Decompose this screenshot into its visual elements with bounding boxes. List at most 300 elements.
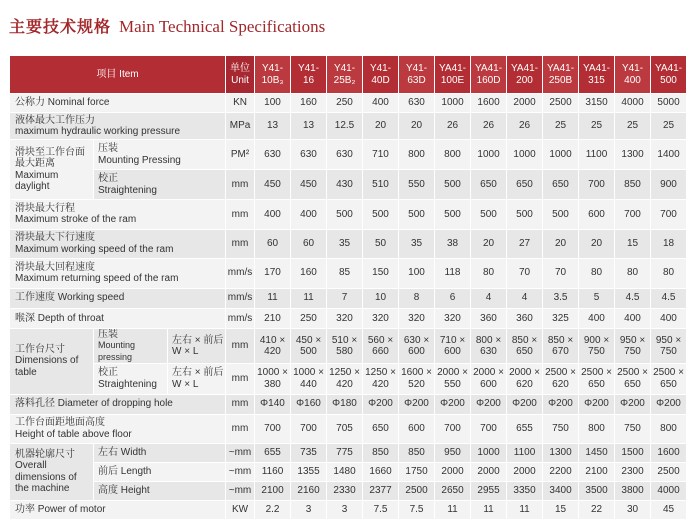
value-cell [399,328,435,364]
label-en: Maximum stroke of the ram [15,214,137,226]
value-cell: 2500 [651,462,687,481]
value-line: 420 [336,378,353,390]
row-label [10,200,226,229]
value-cell: 600 [579,200,615,229]
value-line: 2500 × [617,367,648,379]
value-cell: 700 [579,170,615,200]
value-line: 2500 × [581,367,612,379]
value-cell [327,328,363,364]
unit-cell: MPa [226,113,255,140]
value-cell: 1300 [615,140,651,170]
value-cell: 25 [579,113,615,140]
value-line: 2000 × [509,367,540,379]
value-cell: 3350 [507,481,543,500]
value-cell: 13 [291,113,327,140]
value-cell: Φ140 [255,394,291,414]
value-cell: Φ200 [471,394,507,414]
value-cell: 2000 [507,462,543,481]
label-en: Overall dimensions of the machine [15,460,77,495]
value-line: 520 [408,378,425,390]
row-table-mounting [10,328,687,364]
model-header [363,56,399,94]
value-cell: 1100 [579,140,615,170]
value-cell: 750 [615,414,651,443]
value-cell: 500 [507,200,543,229]
value-cell: 650 [507,170,543,200]
row-label [10,414,226,443]
value-cell: 3150 [579,94,615,113]
value-cell: 1300 [543,443,579,462]
label-en: Maximum daylight [15,169,59,193]
sub-label-cn: 压装 [98,328,118,340]
value-cell: 22 [579,500,615,519]
model-number: 400 [624,74,641,86]
value-cell: 30 [615,500,651,519]
sub-label-cn: 压装 [98,143,118,155]
value-cell [615,364,651,394]
model-series: Y41- [405,63,428,75]
model-header [291,56,327,94]
value-line: 950 × [619,334,646,346]
value-cell: 3 [327,500,363,519]
value-cell: 550 [399,170,435,200]
value-line: 2000 × [473,367,504,379]
model-series: YA41- [438,63,467,75]
label-cn: 机器轮廓尺寸 [15,448,75,460]
value-cell [543,364,579,394]
value-cell: 1500 [615,443,651,462]
value-cell: 630 [291,140,327,170]
value-cell: 850 [399,443,435,462]
value-cell: 35 [327,229,363,258]
value-cell: 4 [507,288,543,308]
value-cell: 25 [615,113,651,140]
value-cell: 2200 [543,462,579,481]
unit-cell: mm [226,200,255,229]
value-cell: 775 [327,443,363,462]
sub-label-en: Straightening [98,378,157,390]
value-line: 900 × [583,334,610,346]
value-cell: 2650 [435,481,471,500]
value-line: 580 [336,346,353,358]
value-cell: 325 [543,308,579,328]
row-motor-power [10,500,687,519]
value-cell: 630 [255,140,291,170]
value-cell: 1100 [507,443,543,462]
value-line: 410 × [259,334,286,346]
value-cell: 700 [291,414,327,443]
value-cell: 2500 [543,94,579,113]
value-line: 800 × [475,334,502,346]
label-cn: 工作台面距地面高度 [15,417,105,429]
value-line: 850 × [511,334,538,346]
value-cell: 160 [291,94,327,113]
unit-cell: KW [226,500,255,519]
value-cell: 100 [255,94,291,113]
value-cell [399,364,435,394]
value-line: 1000 × [293,367,324,379]
value-line: 2500 × [545,367,576,379]
value-cell: 11 [471,500,507,519]
value-line: 2000 × [437,367,468,379]
value-cell [615,328,651,364]
value-cell: 25 [543,113,579,140]
value-line: 650 [516,346,533,358]
value-cell: 7.5 [363,500,399,519]
value-cell: 500 [327,200,363,229]
direction-label: 左右 × 前后 W × L [168,328,226,364]
value-cell [291,364,327,394]
value-cell: 15 [543,500,579,519]
row-label: 公称力 Nominal force [10,94,226,113]
model-number: 63D [407,74,426,86]
value-cell: 20 [399,113,435,140]
value-cell: 1000 [435,94,471,113]
unit-header-en: Unit [231,74,249,86]
value-cell: 15 [615,229,651,258]
value-cell: 1750 [399,462,435,481]
value-cell: 500 [399,200,435,229]
value-cell: 450 [291,170,327,200]
value-cell: 800 [435,140,471,170]
unit-cell: mm [226,414,255,443]
value-line: 750 [588,346,605,358]
sub-label-cn: 校正 [98,367,118,379]
value-cell: 118 [435,258,471,288]
model-number: 315 [588,74,605,86]
value-cell: 1000 [507,140,543,170]
value-cell: 800 [579,414,615,443]
unit-cell: ~mm [226,462,255,481]
value-cell: 320 [327,308,363,328]
unit-cell: PM² [226,140,255,170]
title-en: Main Technical Specifications [119,17,326,36]
value-cell: 3500 [579,481,615,500]
value-line: 600 [480,378,497,390]
row-stroke [10,200,687,229]
label-cn: 滑块至工作台面最大距离 [15,146,85,170]
value-cell: 3.5 [543,288,579,308]
value-cell: 11 [507,500,543,519]
row-label [10,113,226,140]
value-cell: 85 [327,258,363,288]
model-header [615,56,651,94]
value-line: 1000 × [257,367,288,379]
model-header [507,56,543,94]
table-header-row [10,56,687,94]
value-cell [363,364,399,394]
value-cell: 10 [363,288,399,308]
sub-label: 前后 Length [94,462,226,481]
value-cell: 650 [363,414,399,443]
value-cell [435,364,471,394]
value-cell [363,328,399,364]
row-label: 喉深 Depth of throat [10,308,226,328]
value-line: 510 × [331,334,358,346]
value-cell: 25 [651,113,687,140]
label-en: Maximum returning speed of the ram [15,273,179,285]
value-cell: 70 [507,258,543,288]
value-cell: Φ160 [291,394,327,414]
value-cell: 360 [507,308,543,328]
label-cn: 滑块最大行程 [15,202,75,214]
value-cell: 7 [327,288,363,308]
value-cell: 710 [363,140,399,170]
value-cell [507,364,543,394]
value-cell: 500 [471,200,507,229]
value-line: 440 [300,378,317,390]
value-cell: Φ200 [543,394,579,414]
value-cell: 4000 [651,481,687,500]
value-cell: 510 [363,170,399,200]
row-table-straightening [10,364,687,394]
value-cell: 850 [615,170,651,200]
value-cell: 1600 [651,443,687,462]
value-cell: 4.5 [651,288,687,308]
value-cell: 2330 [327,481,363,500]
sub-label-en: Mounting pressing [98,340,136,362]
value-cell: 400 [579,308,615,328]
model-series: Y41- [261,63,284,75]
value-cell: 250 [291,308,327,328]
value-cell: 11 [291,288,327,308]
value-cell: 2100 [255,481,291,500]
value-cell [327,364,363,394]
model-number: 160D [476,74,501,86]
value-cell: 2000 [435,462,471,481]
value-cell: 2000 [507,94,543,113]
value-cell [435,328,471,364]
value-cell: 11 [435,500,471,519]
value-cell: 18 [651,229,687,258]
value-cell: 80 [651,258,687,288]
row-overall-width [10,443,687,462]
value-cell: 26 [507,113,543,140]
unit-cell: mm [226,328,255,364]
value-cell: 2100 [579,462,615,481]
value-cell: 2160 [291,481,327,500]
unit-cell: mm/s [226,258,255,288]
sub-label [94,170,226,200]
value-line: 650 [624,378,641,390]
value-cell: 4.5 [615,288,651,308]
model-header [399,56,435,94]
value-line: 630 [480,346,497,358]
value-line: 420 [264,346,281,358]
model-series: Y41- [369,63,392,75]
sub-label [94,328,168,364]
value-cell: 360 [471,308,507,328]
value-cell: 500 [543,200,579,229]
row-hydraulic-pressure [10,113,687,140]
value-cell: 80 [471,258,507,288]
label-en: Maximum working speed of the ram [15,243,174,255]
row-label [10,229,226,258]
value-cell: 7.5 [399,500,435,519]
row-label [10,443,94,500]
value-cell: 1660 [363,462,399,481]
value-line: 1600 × [401,367,432,379]
value-cell: 80 [579,258,615,288]
value-cell [543,328,579,364]
row-label [10,140,94,200]
model-series: Y41- [297,63,320,75]
value-cell: 3800 [615,481,651,500]
unit-header-cn: 单位 [230,63,251,75]
value-cell: 750 [543,414,579,443]
value-cell: 38 [435,229,471,258]
value-cell: 20 [471,229,507,258]
row-table-height [10,414,687,443]
value-cell: 655 [507,414,543,443]
value-cell: 1000 [543,140,579,170]
value-cell: 60 [255,229,291,258]
value-cell: 4000 [615,94,651,113]
label-en: Dimensions of table [15,355,79,378]
unit-cell: mm/s [226,288,255,308]
value-cell: Φ200 [579,394,615,414]
value-cell: Φ200 [363,394,399,414]
value-cell: Φ180 [327,394,363,414]
value-cell: 1450 [579,443,615,462]
value-cell: 735 [291,443,327,462]
model-number: 40D [371,74,390,86]
model-header [255,56,291,94]
model-series: YA41- [510,63,539,75]
value-line: 380 [264,378,281,390]
model-header [543,56,579,94]
direction-label: 左右 × 前后 W × L [168,364,226,394]
value-cell [255,364,291,394]
sub-label: 左右 Width [94,443,226,462]
value-cell: 1480 [327,462,363,481]
value-cell: 12.5 [327,113,363,140]
model-header [651,56,687,94]
value-line: 1250 × [365,367,396,379]
value-cell: 210 [255,308,291,328]
value-cell: 5 [579,288,615,308]
value-cell: 1000 [471,140,507,170]
unit-cell: mm [226,170,255,200]
value-cell: 60 [291,229,327,258]
value-cell: 1160 [255,462,291,481]
model-number: 16 [302,74,315,86]
model-series: YA41- [582,63,611,75]
value-cell: 45 [651,500,687,519]
value-cell: 150 [363,258,399,288]
unit-cell: mm/s [226,308,255,328]
item-header: 项目 Item [10,56,226,94]
value-cell [255,328,291,364]
value-line: 670 [552,346,569,358]
value-cell: 400 [363,94,399,113]
value-cell [507,328,543,364]
value-line: 750 [660,346,677,358]
sub-label [94,364,168,394]
sub-label [94,140,226,170]
value-cell: 3 [291,500,327,519]
value-line: 620 [516,378,533,390]
model-number: 10B₃ [261,74,284,86]
unit-header [226,56,255,94]
value-cell: 4 [471,288,507,308]
value-cell: 320 [363,308,399,328]
value-line: 650 [588,378,605,390]
model-series: YA41- [474,63,503,75]
value-cell: 70 [543,258,579,288]
value-cell: 2377 [363,481,399,500]
sub-label-cn: 校正 [98,173,118,185]
value-line: 450 × [295,334,322,346]
value-cell [471,364,507,394]
row-label [10,328,94,394]
model-number: 500 [660,74,677,86]
value-cell: 400 [651,308,687,328]
value-cell: 1600 [471,94,507,113]
value-cell: 2500 [399,481,435,500]
unit-cell: ~mm [226,443,255,462]
label-cn: 滑块最大回程速度 [15,261,95,273]
value-cell: 2300 [615,462,651,481]
unit-cell: mm [226,229,255,258]
value-line: 710 × [439,334,466,346]
value-cell: 705 [327,414,363,443]
value-cell: Φ200 [507,394,543,414]
value-cell: 2955 [471,481,507,500]
model-header [471,56,507,94]
label-cn: 工作台尺寸 [15,343,65,355]
value-line: 600 [444,346,461,358]
value-cell: 900 [651,170,687,200]
value-line: 550 [444,378,461,390]
value-line: 660 [372,346,389,358]
value-cell: 450 [255,170,291,200]
value-cell: 500 [435,170,471,200]
spec-table [9,55,687,520]
value-cell [651,328,687,364]
value-line: 2500 × [653,367,684,379]
unit-cell: KN [226,94,255,113]
unit-cell: mm [226,364,255,394]
value-cell [651,364,687,394]
value-cell: 6 [435,288,471,308]
value-line: 500 [300,346,317,358]
value-cell: 600 [399,414,435,443]
value-cell: 700 [651,200,687,229]
value-cell: 26 [471,113,507,140]
row-overall-length [10,462,687,481]
model-number: 200 [516,74,533,86]
value-cell: 2.2 [255,500,291,519]
model-series: YA41- [546,63,575,75]
value-cell: 700 [435,414,471,443]
value-cell: 11 [255,288,291,308]
value-cell: 400 [615,308,651,328]
value-cell: 650 [543,170,579,200]
value-cell: Φ200 [615,394,651,414]
value-cell: 250 [327,94,363,113]
sub-label: 高度 Height [94,481,226,500]
value-cell: 20 [363,113,399,140]
model-header [327,56,363,94]
value-cell: 630 [327,140,363,170]
value-cell: 400 [291,200,327,229]
model-number: 25B₂ [333,74,356,86]
model-number: 100E [440,74,465,86]
value-cell: 700 [471,414,507,443]
value-cell: 655 [255,443,291,462]
row-working-speed [10,288,687,308]
